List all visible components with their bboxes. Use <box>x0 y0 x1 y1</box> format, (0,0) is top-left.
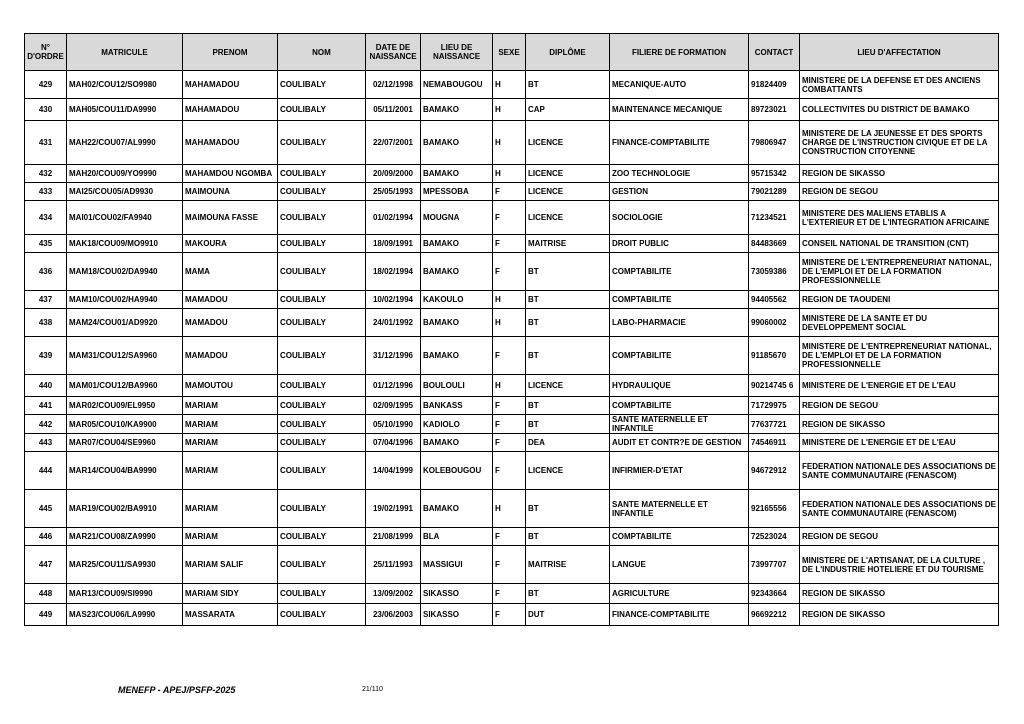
table-row <box>25 528 999 546</box>
cell-diplome: MAITRISE <box>526 546 610 584</box>
cell-nom: COULIBALY <box>278 235 366 253</box>
cell-nom: COULIBALY <box>278 397 366 415</box>
cell-sexe: H <box>493 99 526 121</box>
cell-contact: 91824409 <box>749 71 800 99</box>
cell-date: 22/07/2001 <box>366 121 421 165</box>
cell-date: 05/11/2001 <box>366 99 421 121</box>
header-contact: CONTACT <box>749 34 800 71</box>
cell-sexe: H <box>493 165 526 183</box>
cell-lieu: SIKASSO <box>421 604 493 626</box>
cell-filiere: MECANIQUE-AUTO <box>610 71 749 99</box>
cell-contact: 96692212 <box>749 604 800 626</box>
cell-lieu: KAKOULO <box>421 291 493 309</box>
cell-diplome: BT <box>526 584 610 604</box>
header-date: DATE DE NAISSANCE <box>366 34 421 71</box>
cell-affectation: MINISTERE DE L'ENERGIE ET DE L'EAU <box>800 434 999 452</box>
cell-contact: 73059386 <box>749 253 800 291</box>
cell-matricule: MAH20/COU09/YO9990 <box>67 165 183 183</box>
cell-sexe: F <box>493 253 526 291</box>
cell-date: 07/04/1996 <box>366 434 421 452</box>
cell-ordre: 432 <box>25 165 67 183</box>
cell-lieu: BAMAKO <box>421 235 493 253</box>
cell-date: 18/02/1994 <box>366 253 421 291</box>
cell-affectation: MINISTERE DES MALIENS ETABLIS A L'EXTERIEUR ET DE L'INTEGRATION AFRICAINE <box>800 201 999 235</box>
header-sexe: SEXE <box>493 34 526 71</box>
cell-date: 24/01/1992 <box>366 309 421 337</box>
cell-contact: 77637721 <box>749 415 800 434</box>
table-row <box>25 253 999 291</box>
cell-lieu: MPESSOBA <box>421 183 493 201</box>
cell-contact: 92165556 <box>749 490 800 528</box>
cell-matricule: MAR25/COU11/SA9930 <box>67 546 183 584</box>
cell-contact: 84483669 <box>749 235 800 253</box>
cell-affectation: MINISTERE DE LA JEUNESSE ET DES SPORTS CHARGE DE L'INSTRUCTION CIVIQUE ET DE LA CONSTRUCTION CITOYENNE <box>800 121 999 165</box>
cell-contact: 72523024 <box>749 528 800 546</box>
cell-affectation: MINISTERE DE LA DEFENSE ET DES ANCIENS COMBATTANTS <box>800 71 999 99</box>
cell-diplome: BT <box>526 71 610 99</box>
cell-sexe: H <box>493 309 526 337</box>
cell-contact: 79806947 <box>749 121 800 165</box>
cell-diplome: BT <box>526 337 610 375</box>
cell-date: 25/11/1993 <box>366 546 421 584</box>
cell-nom: COULIBALY <box>278 584 366 604</box>
cell-filiere: AUDIT ET CONTR?E DE GESTION <box>610 434 749 452</box>
cell-lieu: BAMAKO <box>421 309 493 337</box>
cell-sexe: F <box>493 584 526 604</box>
cell-matricule: MAR14/COU04/BA9990 <box>67 452 183 490</box>
cell-diplome: BT <box>526 253 610 291</box>
cell-matricule: MAR07/COU04/SE9960 <box>67 434 183 452</box>
cell-prenom: MAKOURA <box>183 235 278 253</box>
cell-matricule: MAH05/COU11/DA9990 <box>67 99 183 121</box>
table-row <box>25 99 999 121</box>
cell-lieu: BAMAKO <box>421 121 493 165</box>
cell-sexe: H <box>493 121 526 165</box>
cell-affectation: FEDERATION NATIONALE DES ASSOCIATIONS DE SANTE COMMUNAUTAIRE (FENASCOM) <box>800 490 999 528</box>
cell-ordre: 441 <box>25 397 67 415</box>
cell-contact: 71729975 <box>749 397 800 415</box>
cell-prenom: MARIAM SIDY <box>183 584 278 604</box>
cell-lieu: BANKASS <box>421 397 493 415</box>
cell-matricule: MAK18/COU09/MO9910 <box>67 235 183 253</box>
cell-sexe: F <box>493 434 526 452</box>
cell-date: 05/10/1990 <box>366 415 421 434</box>
cell-sexe: F <box>493 604 526 626</box>
cell-filiere: COMPTABILITE <box>610 337 749 375</box>
cell-date: 01/02/1994 <box>366 201 421 235</box>
cell-affectation: MINISTERE DE L'ENERGIE ET DE L'EAU <box>800 375 999 397</box>
header-diplome: DIPLÔME <box>526 34 610 71</box>
cell-matricule: MAR05/COU10/KA9900 <box>67 415 183 434</box>
cell-filiere: SANTE MATERNELLE ET INFANTILE <box>610 490 749 528</box>
cell-nom: COULIBALY <box>278 309 366 337</box>
footer-org: MENEFP - APEJ/PSFP-2025 <box>118 685 236 695</box>
cell-sexe: H <box>493 375 526 397</box>
cell-affectation: REGION DE SIKASSO <box>800 604 999 626</box>
cell-affectation: REGION DE SIKASSO <box>800 584 999 604</box>
cell-prenom: MARIAM <box>183 490 278 528</box>
cell-date: 01/12/1996 <box>366 375 421 397</box>
cell-nom: COULIBALY <box>278 604 366 626</box>
cell-date: 02/09/1995 <box>366 397 421 415</box>
cell-affectation: CONSEIL NATIONAL DE TRANSITION (CNT) <box>800 235 999 253</box>
cell-filiere: SANTE MATERNELLE ET INFANTILE <box>610 415 749 434</box>
cell-matricule: MAM01/COU12/BA9960 <box>67 375 183 397</box>
cell-filiere: INFIRMIER-D'ETAT <box>610 452 749 490</box>
cell-lieu: KOLEBOUGOU <box>421 452 493 490</box>
table-row <box>25 375 999 397</box>
cell-lieu: BOULOULI <box>421 375 493 397</box>
cell-affectation: REGION DE SEGOU <box>800 528 999 546</box>
cell-prenom: MARIAM SALIF <box>183 546 278 584</box>
cell-prenom: MAHAMADOU <box>183 99 278 121</box>
cell-matricule: MAR21/COU08/ZA9990 <box>67 528 183 546</box>
cell-contact: 94405562 <box>749 291 800 309</box>
cell-sexe: F <box>493 528 526 546</box>
cell-contact: 94672912 <box>749 452 800 490</box>
cell-prenom: MARIAM <box>183 434 278 452</box>
cell-diplome: CAP <box>526 99 610 121</box>
cell-diplome: BT <box>526 291 610 309</box>
cell-date: 10/02/1994 <box>366 291 421 309</box>
cell-filiere: MAINTENANCE MECANIQUE <box>610 99 749 121</box>
cell-nom: COULIBALY <box>278 253 366 291</box>
cell-matricule: MAR02/COU09/EL9950 <box>67 397 183 415</box>
cell-sexe: H <box>493 71 526 99</box>
cell-nom: COULIBALY <box>278 99 366 121</box>
cell-prenom: MARIAM <box>183 415 278 434</box>
cell-matricule: MAI01/COU02/FA9940 <box>67 201 183 235</box>
cell-lieu: NEMABOUGOU <box>421 71 493 99</box>
cell-ordre: 438 <box>25 309 67 337</box>
cell-prenom: MARIAM <box>183 452 278 490</box>
cell-filiere: COMPTABILITE <box>610 253 749 291</box>
cell-contact: 99060002 <box>749 309 800 337</box>
cell-prenom: MAIMOUNA <box>183 183 278 201</box>
cell-contact: 74546911 <box>749 434 800 452</box>
cell-ordre: 435 <box>25 235 67 253</box>
cell-filiere: DROIT PUBLIC <box>610 235 749 253</box>
cell-matricule: MAR19/COU02/BA9910 <box>67 490 183 528</box>
cell-diplome: DUT <box>526 604 610 626</box>
cell-ordre: 444 <box>25 452 67 490</box>
cell-sexe: F <box>493 415 526 434</box>
cell-affectation: MINISTERE DE LA SANTE ET DU DEVELOPPEMENT SOCIAL <box>800 309 999 337</box>
table-row <box>25 309 999 337</box>
cell-filiere: AGRICULTURE <box>610 584 749 604</box>
cell-matricule: MAM10/COU02/HA9940 <box>67 291 183 309</box>
cell-matricule: MAS23/COU06/LA9990 <box>67 604 183 626</box>
cell-date: 18/09/1991 <box>366 235 421 253</box>
page-number: 21/110 <box>362 686 383 693</box>
cell-prenom: MAIMOUNA FASSE <box>183 201 278 235</box>
cell-nom: COULIBALY <box>278 434 366 452</box>
cell-diplome: BT <box>526 490 610 528</box>
cell-filiere: COMPTABILITE <box>610 528 749 546</box>
cell-filiere: GESTION <box>610 183 749 201</box>
cell-sexe: H <box>493 291 526 309</box>
cell-matricule: MAH02/COU12/SO9980 <box>67 71 183 99</box>
cell-nom: COULIBALY <box>278 546 366 584</box>
table-body <box>25 71 999 626</box>
table-row <box>25 337 999 375</box>
cell-affectation: REGION DE TAOUDENI <box>800 291 999 309</box>
cell-ordre: 431 <box>25 121 67 165</box>
cell-contact: 73997707 <box>749 546 800 584</box>
cell-sexe: H <box>493 490 526 528</box>
cell-lieu: MOUGNA <box>421 201 493 235</box>
table-row <box>25 546 999 584</box>
cell-prenom: MAHAMDOU NGOMBA <box>183 165 278 183</box>
cell-contact: 71234521 <box>749 201 800 235</box>
cell-lieu: BAMAKO <box>421 490 493 528</box>
table-row <box>25 490 999 528</box>
cell-filiere: LANGUE <box>610 546 749 584</box>
cell-lieu: BAMAKO <box>421 99 493 121</box>
cell-lieu: SIKASSO <box>421 584 493 604</box>
cell-ordre: 439 <box>25 337 67 375</box>
cell-ordre: 447 <box>25 546 67 584</box>
table-row <box>25 415 999 434</box>
header-nom: NOM <box>278 34 366 71</box>
cell-date: 25/05/1993 <box>366 183 421 201</box>
cell-ordre: 436 <box>25 253 67 291</box>
cell-diplome: LICENCE <box>526 201 610 235</box>
header-lieu: LIEU DE NAISSANCE <box>421 34 493 71</box>
cell-affectation: COLLECTIVITES DU DISTRICT DE BAMAKO <box>800 99 999 121</box>
cell-nom: COULIBALY <box>278 291 366 309</box>
cell-date: 23/06/2003 <box>366 604 421 626</box>
cell-ordre: 446 <box>25 528 67 546</box>
cell-sexe: F <box>493 546 526 584</box>
cell-ordre: 442 <box>25 415 67 434</box>
cell-affectation: REGION DE SIKASSO <box>800 165 999 183</box>
header-filiere: FILIERE DE FORMATION <box>610 34 749 71</box>
cell-nom: COULIBALY <box>278 337 366 375</box>
cell-nom: COULIBALY <box>278 490 366 528</box>
cell-matricule: MAM18/COU02/DA9940 <box>67 253 183 291</box>
cell-diplome: LICENCE <box>526 452 610 490</box>
cell-lieu: MASSIGUI <box>421 546 493 584</box>
cell-ordre: 437 <box>25 291 67 309</box>
cell-lieu: BAMAKO <box>421 253 493 291</box>
cell-contact: 91185670 <box>749 337 800 375</box>
header-ordre: N° D'ORDRE <box>25 34 67 71</box>
cell-date: 14/04/1999 <box>366 452 421 490</box>
cell-diplome: LICENCE <box>526 121 610 165</box>
header-affectation: LIEU D'AFFECTATION <box>800 34 999 71</box>
cell-ordre: 434 <box>25 201 67 235</box>
cell-prenom: MARIAM <box>183 528 278 546</box>
cell-ordre: 445 <box>25 490 67 528</box>
cell-prenom: MAHAMADOU <box>183 71 278 99</box>
table-row <box>25 235 999 253</box>
cell-nom: COULIBALY <box>278 183 366 201</box>
cell-matricule: MAM31/COU12/SA9960 <box>67 337 183 375</box>
table-row <box>25 201 999 235</box>
cell-nom: COULIBALY <box>278 201 366 235</box>
cell-date: 20/09/2000 <box>366 165 421 183</box>
cell-contact: 95715342 <box>749 165 800 183</box>
cell-nom: COULIBALY <box>278 415 366 434</box>
cell-nom: COULIBALY <box>278 528 366 546</box>
cell-sexe: F <box>493 452 526 490</box>
cell-diplome: LICENCE <box>526 375 610 397</box>
cell-prenom: MAMADOU <box>183 337 278 375</box>
allocation-table <box>24 33 999 626</box>
cell-ordre: 448 <box>25 584 67 604</box>
cell-diplome: DEA <box>526 434 610 452</box>
cell-sexe: F <box>493 397 526 415</box>
cell-matricule: MAI25/COU05/AD9930 <box>67 183 183 201</box>
cell-sexe: F <box>493 201 526 235</box>
cell-sexe: F <box>493 235 526 253</box>
cell-nom: COULIBALY <box>278 452 366 490</box>
cell-contact: 89723021 <box>749 99 800 121</box>
cell-date: 19/02/1991 <box>366 490 421 528</box>
cell-lieu: BAMAKO <box>421 337 493 375</box>
table-row <box>25 165 999 183</box>
cell-prenom: MAMOUTOU <box>183 375 278 397</box>
cell-lieu: BAMAKO <box>421 165 493 183</box>
cell-filiere: ZOO TECHNOLOGIE <box>610 165 749 183</box>
cell-affectation: REGION DE SIKASSO <box>800 415 999 434</box>
cell-sexe: F <box>493 337 526 375</box>
cell-affectation: REGION DE SEGOU <box>800 183 999 201</box>
cell-prenom: MAMA <box>183 253 278 291</box>
cell-ordre: 440 <box>25 375 67 397</box>
cell-prenom: MASSARATA <box>183 604 278 626</box>
table-row <box>25 452 999 490</box>
cell-date: 31/12/1996 <box>366 337 421 375</box>
table-row <box>25 584 999 604</box>
cell-nom: COULIBALY <box>278 375 366 397</box>
cell-filiere: COMPTABILITE <box>610 291 749 309</box>
cell-ordre: 433 <box>25 183 67 201</box>
table-row <box>25 604 999 626</box>
cell-prenom: MAHAMADOU <box>183 121 278 165</box>
cell-filiere: SOCIOLOGIE <box>610 201 749 235</box>
cell-affectation: MINISTERE DE L'ARTISANAT, DE LA CULTURE , DE L'INDUSTRIE HOTELIERE ET DU TOURISME <box>800 546 999 584</box>
header-matricule: MATRICULE <box>67 34 183 71</box>
cell-nom: COULIBALY <box>278 121 366 165</box>
cell-lieu: BLA <box>421 528 493 546</box>
table-row <box>25 397 999 415</box>
cell-contact: 79021289 <box>749 183 800 201</box>
cell-diplome: MAITRISE <box>526 235 610 253</box>
table-row <box>25 434 999 452</box>
cell-filiere: FINANCE-COMPTABILITE <box>610 121 749 165</box>
header-row <box>25 34 999 71</box>
cell-contact: 90214745 6 <box>749 375 800 397</box>
cell-diplome: BT <box>526 397 610 415</box>
cell-ordre: 430 <box>25 99 67 121</box>
cell-contact: 92343664 <box>749 584 800 604</box>
cell-affectation: MINISTERE DE L'ENTREPRENEURIAT NATIONAL, DE L'EMPLOI ET DE LA FORMATION PROFESSIONNELLE <box>800 253 999 291</box>
cell-ordre: 449 <box>25 604 67 626</box>
cell-diplome: BT <box>526 309 610 337</box>
table-row <box>25 121 999 165</box>
cell-date: 21/08/1999 <box>366 528 421 546</box>
cell-matricule: MAR13/COU09/SI9990 <box>67 584 183 604</box>
cell-filiere: HYDRAULIQUE <box>610 375 749 397</box>
cell-date: 02/12/1998 <box>366 71 421 99</box>
header-prenom: PRENOM <box>183 34 278 71</box>
cell-prenom: MARIAM <box>183 397 278 415</box>
cell-diplome: LICENCE <box>526 165 610 183</box>
cell-diplome: BT <box>526 528 610 546</box>
cell-nom: COULIBALY <box>278 71 366 99</box>
cell-lieu: KADIOLO <box>421 415 493 434</box>
cell-filiere: LABO-PHARMACIE <box>610 309 749 337</box>
cell-affectation: REGION DE SEGOU <box>800 397 999 415</box>
table-row <box>25 183 999 201</box>
table-row <box>25 291 999 309</box>
cell-matricule: MAM24/COU01/AD9920 <box>67 309 183 337</box>
cell-ordre: 443 <box>25 434 67 452</box>
cell-affectation: MINISTERE DE L'ENTREPRENEURIAT NATIONAL, DE L'EMPLOI ET DE LA FORMATION PROFESSIONNELLE <box>800 337 999 375</box>
cell-filiere: COMPTABILITE <box>610 397 749 415</box>
cell-nom: COULIBALY <box>278 165 366 183</box>
cell-prenom: MAMADOU <box>183 291 278 309</box>
cell-lieu: BAMAKO <box>421 434 493 452</box>
cell-filiere: FINANCE-COMPTABILITE <box>610 604 749 626</box>
table-row <box>25 71 999 99</box>
cell-prenom: MAMADOU <box>183 309 278 337</box>
cell-date: 13/09/2002 <box>366 584 421 604</box>
cell-diplome: BT <box>526 415 610 434</box>
cell-sexe: F <box>493 183 526 201</box>
cell-diplome: LICENCE <box>526 183 610 201</box>
cell-matricule: MAH22/COU07/AL9990 <box>67 121 183 165</box>
cell-affectation: FEDERATION NATIONALE DES ASSOCIATIONS DE SANTE COMMUNAUTAIRE (FENASCOM) <box>800 452 999 490</box>
cell-ordre: 429 <box>25 71 67 99</box>
